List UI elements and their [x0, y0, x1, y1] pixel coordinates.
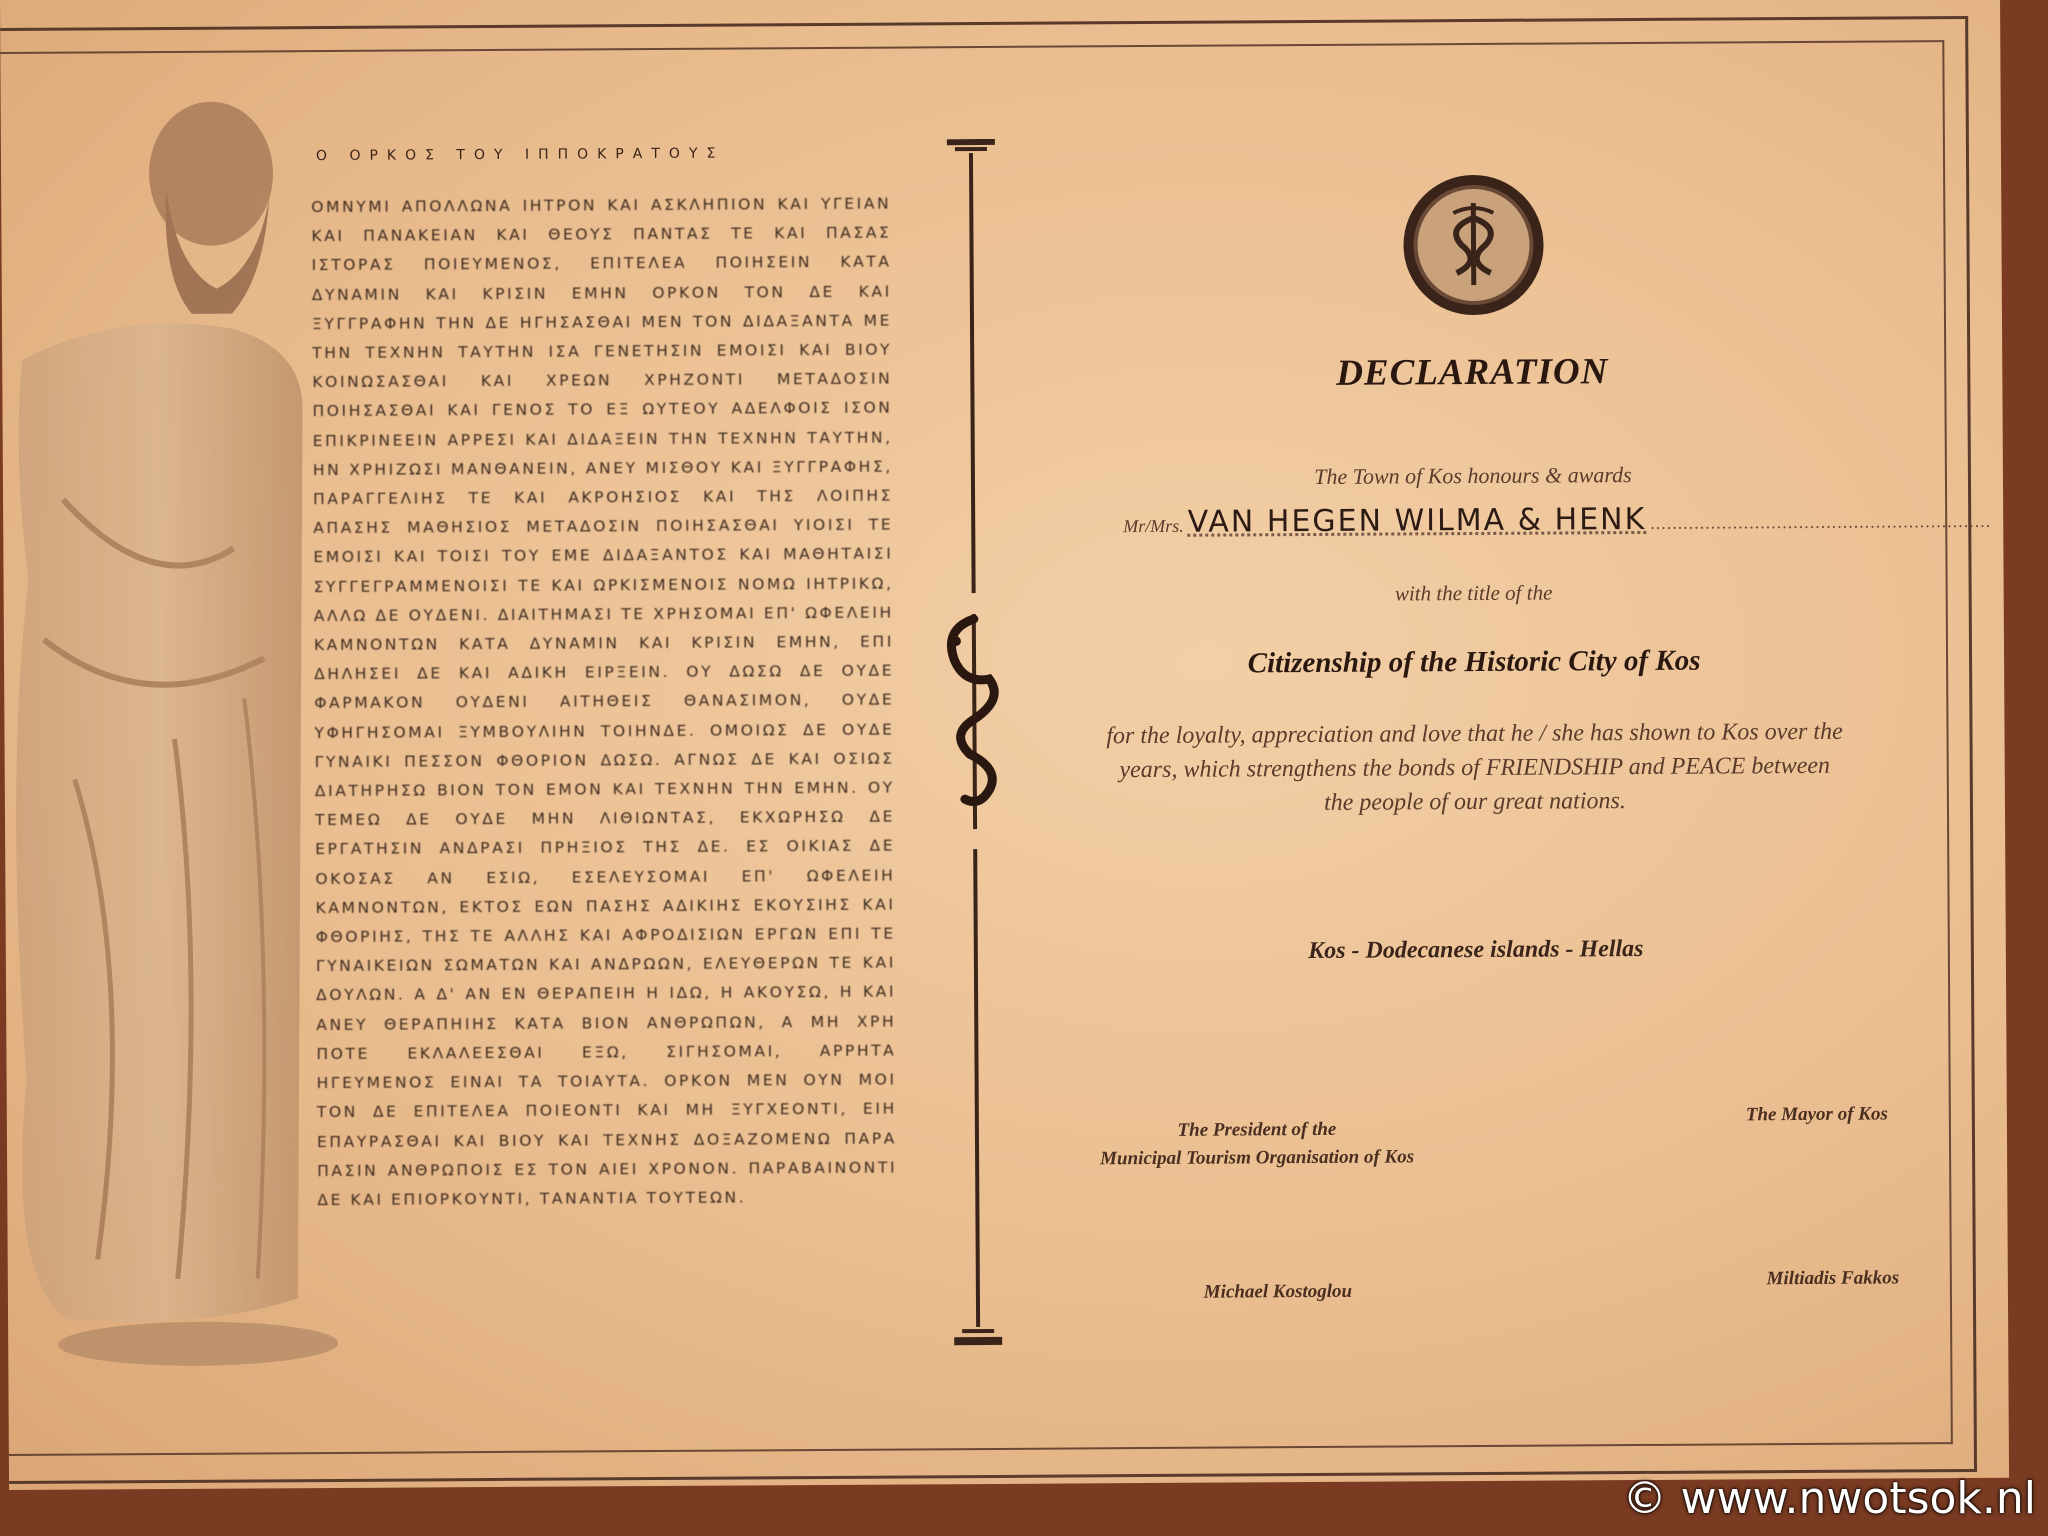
- column-divider: [941, 139, 1008, 1349]
- recipient-names: VAN HEGEN WILMA & HENK: [1187, 501, 1647, 540]
- seal-emblem-icon: [1401, 173, 1546, 318]
- mayor-title: The Mayor of Kos: [1745, 1103, 1888, 1126]
- title-of-line: with the title of the: [1394, 580, 1553, 606]
- recipient-dots: ..............................................................: [1650, 510, 1992, 533]
- honours-line: The Town of Kos honours & awards: [1314, 462, 1632, 489]
- recipient-prefix: Mr/Mrs.: [1123, 515, 1184, 537]
- president-name: Michael Kostoglou: [1203, 1280, 1353, 1303]
- hippocrates-statue-icon: [0, 78, 338, 1380]
- oath-title: Ο ΟΡΚΟΣ ΤΟΥ ΙΠΠΟΚΡΑΤΟΥΣ: [315, 145, 725, 165]
- rod-of-asclepius-icon: [951, 614, 995, 829]
- president-title: [1057, 1115, 1457, 1173]
- mayor-name: Miltiadis Fakkos: [1766, 1267, 1900, 1290]
- declaration-title: DECLARATION: [1336, 351, 1609, 394]
- watermark: © www.nwotsok.nl: [1622, 1473, 2036, 1524]
- citizenship-title: Citizenship of the Historic City of Kos: [1247, 644, 1701, 680]
- president-title-line-2: Municipal Tourism Organisation of Kos: [1100, 1146, 1415, 1170]
- declaration-body: for the loyalty, appreciation and love that he / she has shown to Kos over the years, which strengthens the bonds of FRIENDSHIP and PEACE between the people of our great nations.: [1106, 718, 1843, 816]
- oath-text: ΟΜΝΥΜΙ ΑΠΟΛΛΩΝΑ ΙΗΤΡΟΝ ΚΑΙ ΑΣΚΛΗΠΙΟΝ ΚΑΙ ΥΓΕΙΑΝ ΚΑΙ ΠΑΝΑΚΕΙΑΝ ΚΑΙ ΘΕΟΥΣ ΠΑΝΤΑΣ ΤΕ ΚΑΙ ΠΑΣΑΣ ΙΣΤΟΡΑΣ ΠΟΙΕΥΜΕΝΟΣ, ΕΠΙΤΕΛΕΑ ΠΟΙΗΣΕΙΝ ΚΑΤΑ ΔΥΝΑΜΙΝ ΚΑΙ ΚΡΙΣΙΝ ΕΜΗΝ ΟΡΚΟΝ ΤΟΝ ΔΕ ΚΑΙ ΞΥΓΓΡΑΦΗΝ ΤΗΝ ΔΕ ΗΓΗΣΑΣΘΑΙ ΜΕΝ ΤΟΝ ΔΙΔΑΞΑΝΤΑ ΜΕ ΤΗΝ ΤΕΧΝΗΝ ΤΑΥΤΗΝ ΙΣΑ ΓΕΝΕΤΗΣΙΝ ΕΜΟΙΣΙ ΚΑΙ ΒΙΟΥ ΚΟΙΝΩΣΑΣΘΑΙ ΚΑΙ ΧΡΕΩΝ ΧΡΗΖΟΝΤΙ ΜΕΤΑΔΟΣΙΝ ΠΟΙΗΣΑΣΘΑΙ ΚΑΙ ΓΕΝΟΣ ΤΟ ΕΞ ΩΥΤΕΟΥ ΑΔΕΛΦΟΙΣ ΙΣΟΝ ΕΠΙΚΡΙΝΕΕΙΝ ΑΡΡΕΣΙ ΚΑΙ ΔΙΔΑΞΕΙΝ ΤΗΝ ΤΕΧΝΗΝ ΤΑΥΤΗΝ, ΗΝ ΧΡΗΙΖΩΣΙ ΜΑΝΘΑΝΕΙΝ, ΑΝΕΥ ΜΙΣΘΟΥ ΚΑΙ ΞΥΓΓΡΑΦΗΣ, ΠΑΡΑΓΓΕΛΙΗΣ ΤΕ ΚΑΙ ΑΚΡΟΗΣΙΟΣ ΚΑΙ ΤΗΣ ΛΟΙΠΗΣ ΑΠΑΣΗΣ ΜΑΘΗΣΙΟΣ ΜΕΤΑΔΟΣΙΝ ΠΟΙΗΣΑΣΘΑΙ ΥΙΟΙΣΙ ΤΕ ΕΜΟΙΣΙ ΚΑΙ ΤΟΙΣΙ ΤΟΥ ΕΜΕ ΔΙΔΑΞΑΝΤΟΣ ΚΑΙ ΜΑΘΗΤΑΙΣΙ ΣΥΓΓΕΓΡΑΜΜΕΝΟΙΣΙ ΤΕ ΚΑΙ ΩΡΚΙΣΜΕΝΟΙΣ ΝΟΜΩ ΙΗΤΡΙΚΩ, ΑΛΛΩ ΔΕ ΟΥΔΕΝΙ. ΔΙΑΙΤΗΜΑΣΙ ΤΕ ΧΡΗΣΟΜΑΙ ΕΠ' ΩΦΕΛΕΙΗ ΚΑΜΝΟΝΤΩΝ ΚΑΤΑ ΔΥΝΑΜΙΝ ΚΑΙ ΚΡΙΣΙΝ ΕΜΗΝ, ΕΠΙ ΔΗΛΗΣΕΙ ΔΕ ΚΑΙ ΑΔΙΚΗ ΕΙΡΞΕΙΝ. ΟΥ ΔΩΣΩ ΔΕ ΟΥΔΕ ΦΑΡΜΑΚΟΝ ΟΥΔΕΝΙ ΑΙΤΗΘΕΙΣ ΘΑΝΑΣΙΜΟΝ, ΟΥΔΕ ΥΦΗΓΗΣΟΜΑΙ ΞΥΜΒΟΥΛΙΗΝ ΤΟΙΗΝΔΕ. ΟΜΟΙΩΣ ΔΕ ΟΥΔΕ ΓΥΝΑΙΚΙ ΠΕΣΣΟΝ ΦΘΟΡΙΟΝ ΔΩΣΩ. ΑΓΝΩΣ ΔΕ ΚΑΙ ΟΣΙΩΣ ΔΙΑΤΗΡΗΣΩ ΒΙΟΝ ΤΟΝ ΕΜΟΝ ΚΑΙ ΤΕΧΝΗΝ ΤΗΝ ΕΜΗΝ. ΟΥ ΤΕΜΕΩ ΔΕ ΟΥΔΕ ΜΗΝ ΛΙΘΙΩΝΤΑΣ, ΕΚΧΩΡΗΣΩ ΔΕ ΕΡΓΑΤΗΣΙΝ ΑΝΔΡΑΣΙ ΠΡΗΞΙΟΣ ΤΗΣ ΔΕ. ΕΣ ΟΙΚΙΑΣ ΔΕ ΟΚΟΣΑΣ ΑΝ ΕΣΙΩ, ΕΣΕΛΕΥΣΟΜΑΙ ΕΠ' ΩΦΕΛΕΙΗ ΚΑΜΝΟΝΤΩΝ, ΕΚΤΟΣ ΕΩΝ ΠΑΣΗΣ ΑΔΙΚΙΗΣ ΕΚΟΥΣΙΗΣ ΚΑΙ ΦΘΟΡΙΗΣ, ΤΗΣ ΤΕ ΑΛΛΗΣ ΚΑΙ ΑΦΡΟΔΙΣΙΩΝ ΕΡΓΩΝ ΕΠΙ ΤΕ ΓΥΝΑΙΚΕΙΩΝ ΣΩΜΑΤΩΝ ΚΑΙ ΑΝΔΡΩΩΝ, ΕΛΕΥΘΕΡΩΝ ΤΕ ΚΑΙ ΔΟΥΛΩΝ. Α Δ' ΑΝ ΕΝ ΘΕΡΑΠΕΙΗ Η ΙΔΩ, Η ΑΚΟΥΣΩ, Η ΚΑΙ ΑΝΕΥ ΘΕΡΑΠΗΙΗΣ ΚΑΤΑ ΒΙΟΝ ΑΝΘΡΩΠΩΝ, Α ΜΗ ΧΡΗ ΠΟΤΕ ΕΚΛΑΛΕΕΣΘΑΙ ΕΞΩ, ΣΙΓΗΣΟΜΑΙ, ΑΡΡΗΤΑ ΗΓΕΥΜΕΝΟΣ ΕΙΝΑΙ ΤΑ ΤΟΙΑΥΤΑ. ΟΡΚΟΝ ΜΕΝ ΟΥΝ ΜΟΙ ΤΟΝ ΔΕ ΕΠΙΤΕΛΕΑ ΠΟΙΕΟΝΤΙ ΚΑΙ ΜΗ ΞΥΓΧΕΟΝΤΙ, ΕΙΗ ΕΠΑΥΡΑΣΘΑΙ ΚΑΙ ΒΙΟΥ ΚΑΙ ΤΕΧΝΗΣ ΔΟΞΑΖΟΜΕΝΩ ΠΑΡΑ ΠΑΣΙΝ ΑΝΘΡΩΠΟΙΣ ΕΣ ΤΟΝ ΑΙΕΙ ΧΡΟΝΟΝ. ΠΑΡΑΒΑΙΝΟΝΤΙ ΔΕ ΚΑΙ ΕΠΙΟΡΚΟΥΝΤΙ, ΤΑΝΑΝΤΙΑ ΤΟΥΤΕΩΝ.: [311, 194, 898, 1209]
- place-line: Kos - Dodecanese islands - Hellas: [1308, 935, 1644, 965]
- declaration-panel: [1020, 0, 1992, 1474]
- president-title-line-1: The President of the: [1177, 1118, 1337, 1141]
- recipient-line: [1123, 500, 1992, 540]
